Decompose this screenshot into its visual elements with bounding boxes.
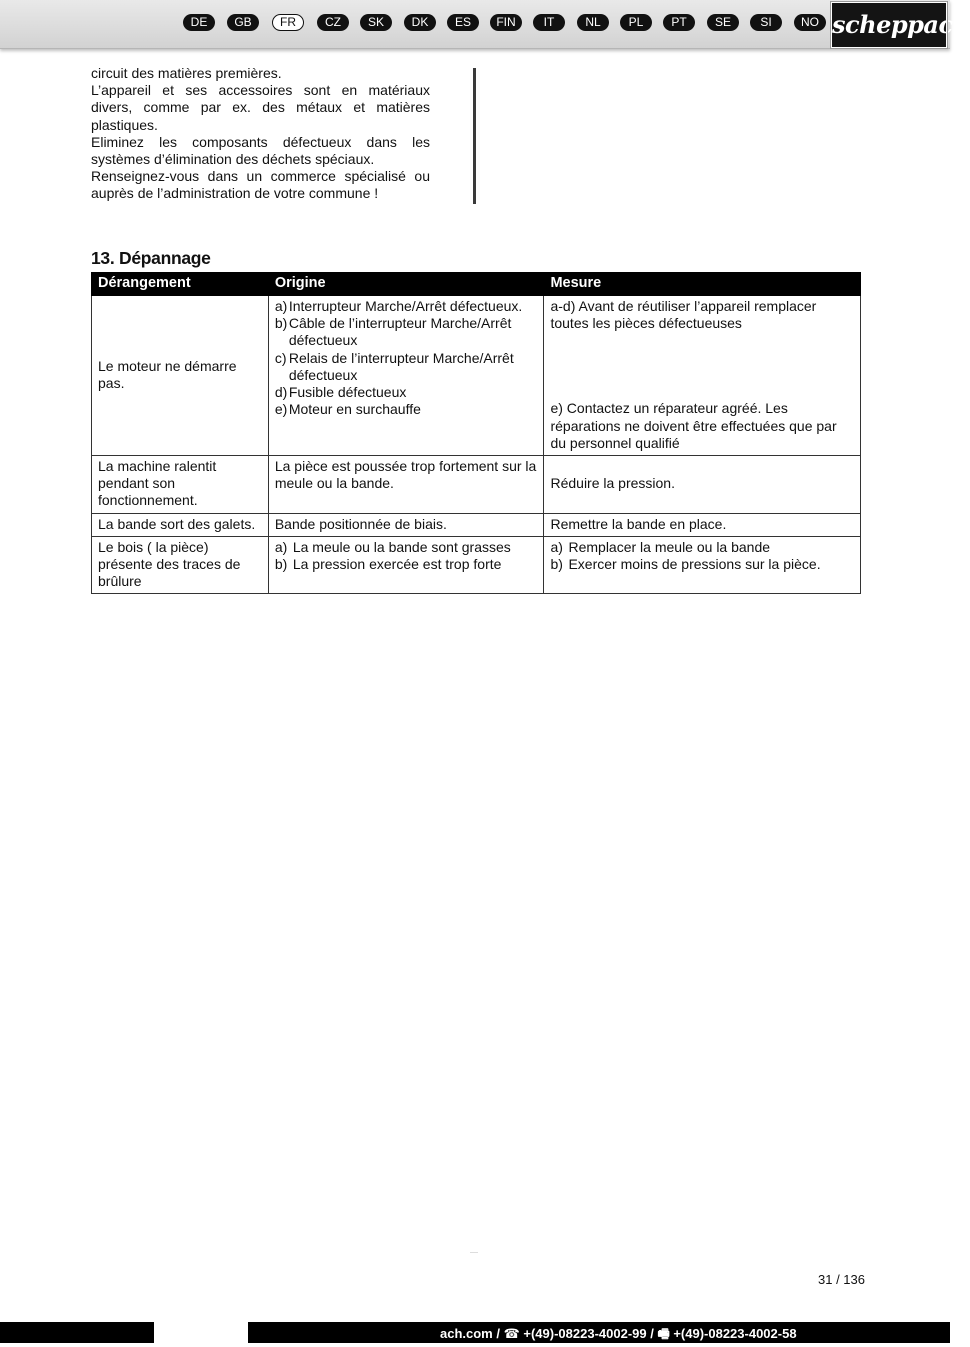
lang-tab-dk[interactable]: DK bbox=[404, 14, 436, 31]
cause-cell bbox=[268, 536, 544, 594]
table-row bbox=[92, 536, 861, 594]
lang-tab-gb[interactable]: GB bbox=[227, 14, 259, 31]
column-header-remedy: Mesure bbox=[544, 273, 861, 296]
lang-tab-se[interactable]: SE bbox=[707, 14, 739, 31]
cause-cell: La pièce est poussée trop fortement sur la meule ou la bande. bbox=[268, 456, 544, 514]
fault-cell: Le moteur ne démarre pas. bbox=[92, 296, 269, 456]
intro-line: Renseignez-vous dans un commerce spécialisé ou auprès de l’administration de votre commune ! bbox=[91, 168, 430, 202]
list-item: a) Remplacer la meule ou la bande bbox=[550, 538, 771, 555]
list-item: a) Interrupteur Marche/Arrêt défectueux. bbox=[274, 298, 523, 314]
lang-tab-cz[interactable]: CZ bbox=[317, 14, 349, 31]
fault-cell: La bande sort des galets. bbox=[92, 513, 269, 536]
list-item: e) Moteur en surchauffe bbox=[274, 401, 421, 418]
list-item: d) Fusible défectueux bbox=[274, 384, 407, 401]
lang-tab-fr[interactable]: FR bbox=[272, 14, 304, 31]
lang-tab-pl[interactable]: PL bbox=[620, 14, 652, 31]
lang-tab-no[interactable]: NO bbox=[794, 14, 826, 31]
lang-tab-it[interactable]: IT bbox=[533, 14, 565, 31]
footer-gap bbox=[154, 1322, 248, 1343]
header-bar bbox=[0, 0, 970, 49]
table-row bbox=[92, 513, 861, 536]
fault-cell: Le bois ( la pièce) présente des traces de brûlure bbox=[92, 536, 269, 594]
footer-bar bbox=[0, 1322, 950, 1343]
remedy-cell: Réduire la pression. bbox=[544, 456, 861, 514]
intro-line: circuit des matières premières. bbox=[91, 65, 282, 81]
scan-mark bbox=[470, 1252, 478, 1253]
column-divider bbox=[473, 68, 476, 204]
lang-tab-nl[interactable]: NL bbox=[577, 14, 609, 31]
lang-tab-pt[interactable]: PT bbox=[663, 14, 695, 31]
intro-line: L’appareil et ses accessoires sont en matériaux divers, comme par ex. des métaux et matières plastiques. bbox=[91, 82, 430, 133]
lang-tab-es[interactable]: ES bbox=[447, 14, 479, 31]
table-row bbox=[92, 456, 861, 514]
cause-cell bbox=[268, 296, 544, 456]
cause-cell: Bande positionnée de biais. bbox=[268, 513, 544, 536]
spacer bbox=[550, 332, 854, 400]
list-item: b) Câble de l’interrupteur Marche/Arrêt défectueux bbox=[274, 315, 512, 349]
lang-tab-fin[interactable]: FIN bbox=[490, 14, 522, 31]
page-number: 31 / 136 bbox=[818, 1272, 865, 1287]
remedy-cell bbox=[544, 296, 861, 456]
remedy-text: a-d) Avant de réutiliser l’appareil remplacer toutes les pièces défectueuses bbox=[550, 298, 817, 332]
lang-tab-de[interactable]: DE bbox=[183, 14, 215, 31]
list-item: b) Exercer moins de pressions sur la pièce. bbox=[550, 556, 821, 573]
list-item: b) La pression exercée est trop forte bbox=[274, 556, 502, 573]
scheppach-logo[interactable]: scheppach bbox=[831, 2, 947, 48]
column-header-fault: Dérangement bbox=[92, 273, 269, 296]
remedy-text: e) Contactez un réparateur agréé. Les réparations ne doivent être effectuées que par du personnel qualifié bbox=[550, 400, 837, 451]
table-row bbox=[92, 296, 861, 456]
section-title: 13. Dépannage bbox=[91, 248, 211, 268]
column-header-cause: Origine bbox=[268, 273, 544, 296]
troubleshooting-table bbox=[91, 272, 861, 594]
remedy-cell: Remettre la bande en place. bbox=[544, 513, 861, 536]
list-item: c) Relais de l’interrupteur Marche/Arrêt défectueux bbox=[274, 349, 514, 383]
lang-tab-si[interactable]: SI bbox=[750, 14, 782, 31]
intro-line: Eliminez les composants défectueux dans les systèmes d’élimination des déchets spéciaux. bbox=[91, 133, 430, 168]
lang-tab-sk[interactable]: SK bbox=[360, 14, 392, 31]
fault-cell: La machine ralentit pendant son fonctionnement. bbox=[92, 456, 269, 514]
footer-contact[interactable]: ach.com / ☎ +(49)-08223-4002-99 / 🖷 +(49)-08223-4002-58 bbox=[440, 1326, 797, 1341]
list-item: a) La meule ou la bande sont grasses bbox=[274, 538, 511, 555]
remedy-cell bbox=[544, 536, 861, 594]
intro-paragraph bbox=[91, 65, 430, 203]
table-header-row bbox=[92, 273, 861, 296]
